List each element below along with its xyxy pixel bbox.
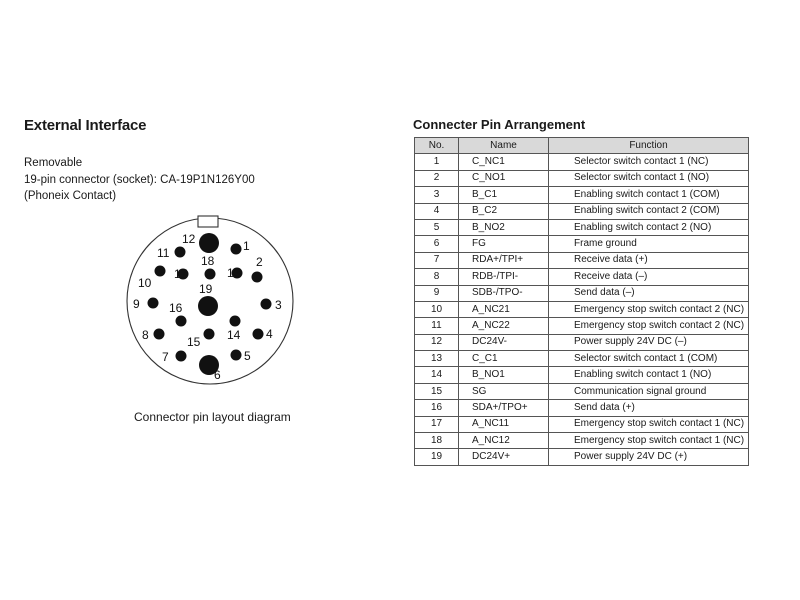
pin-10 bbox=[155, 266, 166, 277]
pin-function-cell: Enabling switch contact 1 (NO) bbox=[549, 367, 749, 383]
pin-name-cell: FG bbox=[459, 236, 549, 252]
pin-1 bbox=[231, 244, 242, 255]
pin-label-5: 5 bbox=[244, 349, 251, 363]
pin-12 bbox=[199, 233, 219, 253]
pin-function-cell: Send data (+) bbox=[549, 400, 749, 416]
header-name: Name bbox=[459, 138, 549, 154]
external-interface-title: External Interface bbox=[24, 117, 147, 134]
pin-number-cell: 11 bbox=[415, 318, 459, 334]
pin-number-cell: 18 bbox=[415, 433, 459, 449]
pin-number-cell: 6 bbox=[415, 236, 459, 252]
pin-label-11: 11 bbox=[157, 246, 170, 260]
pin-function-cell: Enabling switch contact 2 (NO) bbox=[549, 219, 749, 235]
pin-name-cell: B_C1 bbox=[459, 187, 549, 203]
pin-function-cell: Selector switch contact 1 (NO) bbox=[549, 170, 749, 186]
pin-label-15: 15 bbox=[187, 335, 201, 349]
pin-15 bbox=[204, 329, 215, 340]
header-function: Function bbox=[549, 138, 749, 154]
pin-number-cell: 5 bbox=[415, 219, 459, 235]
pin-number-cell: 13 bbox=[415, 351, 459, 367]
pin-label-14: 14 bbox=[227, 328, 241, 342]
pin-11 bbox=[175, 247, 186, 258]
pin-label-16: 16 bbox=[169, 301, 183, 315]
pin-number-cell: 4 bbox=[415, 203, 459, 219]
table-row bbox=[415, 301, 749, 317]
pin-18 bbox=[205, 269, 216, 280]
pin-function-cell: Enabling switch contact 2 (COM) bbox=[549, 203, 749, 219]
pin-number-cell: 17 bbox=[415, 416, 459, 432]
pin-number-cell: 16 bbox=[415, 400, 459, 416]
pin-arrangement-title: Connecter Pin Arrangement bbox=[413, 117, 586, 132]
pin-label-7: 7 bbox=[162, 350, 169, 364]
table-row bbox=[415, 269, 749, 285]
pin-name-cell: A_NC12 bbox=[459, 433, 549, 449]
pin-function-cell: Emergency stop switch contact 2 (NC) bbox=[549, 301, 749, 317]
pin-label-12: 12 bbox=[182, 232, 196, 246]
pin-function-cell: Emergency stop switch contact 1 (NC) bbox=[549, 433, 749, 449]
pin-number-cell: 10 bbox=[415, 301, 459, 317]
pin-name-cell: C_NC1 bbox=[459, 154, 549, 170]
pin-7 bbox=[176, 351, 187, 362]
table-row bbox=[415, 203, 749, 219]
pin-16 bbox=[176, 316, 187, 327]
table-row bbox=[415, 383, 749, 399]
table-row bbox=[415, 170, 749, 186]
pin-function-cell: Enabling switch contact 1 (COM) bbox=[549, 187, 749, 203]
pin-function-cell: Selector switch contact 1 (COM) bbox=[549, 351, 749, 367]
pin-number-cell: 14 bbox=[415, 367, 459, 383]
pin-name-cell: A_NC22 bbox=[459, 318, 549, 334]
pin-name-cell: A_NC11 bbox=[459, 416, 549, 432]
pin-14 bbox=[230, 316, 241, 327]
pin-number-cell: 2 bbox=[415, 170, 459, 186]
pin-number-cell: 8 bbox=[415, 269, 459, 285]
pin-label-18: 18 bbox=[201, 254, 215, 268]
pin-function-cell: Power supply 24V DC (–) bbox=[549, 334, 749, 350]
pin-function-cell: Send data (–) bbox=[549, 285, 749, 301]
table-row bbox=[415, 416, 749, 432]
pin-name-cell: RDA+/TPI+ bbox=[459, 252, 549, 268]
pin-3 bbox=[261, 299, 272, 310]
pin-2 bbox=[252, 272, 263, 283]
pin-name-cell: C_C1 bbox=[459, 351, 549, 367]
pin-function-cell: Selector switch contact 1 (NC) bbox=[549, 154, 749, 170]
pin-name-cell: A_NC21 bbox=[459, 301, 549, 317]
pin-8 bbox=[154, 329, 165, 340]
pin-name-cell: RDB-/TPI- bbox=[459, 269, 549, 285]
table-header-row bbox=[415, 138, 749, 154]
pin-label-13: 13 bbox=[227, 266, 241, 280]
pin-name-cell: SDA+/TPO+ bbox=[459, 400, 549, 416]
pin-number-cell: 15 bbox=[415, 383, 459, 399]
description-line: Removable bbox=[24, 157, 83, 169]
pin-number-cell: 9 bbox=[415, 285, 459, 301]
table-row bbox=[415, 318, 749, 334]
table-row bbox=[415, 400, 749, 416]
pin-number-cell: 1 bbox=[415, 154, 459, 170]
table-row bbox=[415, 154, 749, 170]
pin-label-6: 6 bbox=[214, 368, 221, 382]
table-row bbox=[415, 334, 749, 350]
pin-function-cell: Communication signal ground bbox=[549, 383, 749, 399]
table-row bbox=[415, 219, 749, 235]
pin-name-cell: C_NO1 bbox=[459, 170, 549, 186]
pin-number-cell: 19 bbox=[415, 449, 459, 465]
pin-function-cell: Emergency stop switch contact 2 (NC) bbox=[549, 318, 749, 334]
table-row bbox=[415, 433, 749, 449]
pin-label-1: 1 bbox=[243, 239, 250, 253]
pin-function-cell: Emergency stop switch contact 1 (NC) bbox=[549, 416, 749, 432]
pin-name-cell: B_NO2 bbox=[459, 219, 549, 235]
pin-label-10: 10 bbox=[138, 276, 152, 290]
table-row bbox=[415, 367, 749, 383]
table-row bbox=[415, 236, 749, 252]
description-line: 19-pin connector (socket): CA-19P1N126Y00 bbox=[24, 173, 255, 186]
pin-label-2: 2 bbox=[256, 255, 263, 269]
pin-label-8: 8 bbox=[142, 328, 149, 342]
pin-arrangement-table bbox=[414, 137, 749, 466]
diagram-caption: Connector pin layout diagram bbox=[134, 410, 291, 424]
pin-number-cell: 12 bbox=[415, 334, 459, 350]
description-line: (Phoneix Contact) bbox=[24, 190, 117, 202]
pin-name-cell: DC24V+ bbox=[459, 449, 549, 465]
pin-5 bbox=[231, 350, 242, 361]
pin-name-cell: SDB-/TPO- bbox=[459, 285, 549, 301]
pin-9 bbox=[148, 298, 159, 309]
table-row bbox=[415, 285, 749, 301]
pin-name-cell: SG bbox=[459, 383, 549, 399]
pin-label-19: 19 bbox=[199, 282, 213, 296]
pin-number-cell: 3 bbox=[415, 187, 459, 203]
pin-4 bbox=[253, 329, 264, 340]
pin-label-4: 4 bbox=[266, 327, 273, 341]
table-row bbox=[415, 351, 749, 367]
connector-description bbox=[24, 155, 255, 205]
pin-name-cell: B_C2 bbox=[459, 203, 549, 219]
pin-label-17: 17 bbox=[174, 267, 188, 281]
table-row bbox=[415, 449, 749, 465]
pin-number-cell: 7 bbox=[415, 252, 459, 268]
pin-name-cell: DC24V- bbox=[459, 334, 549, 350]
header-no: No. bbox=[415, 138, 459, 154]
connector-pin-diagram bbox=[126, 215, 296, 390]
pin-function-cell: Receive data (+) bbox=[549, 252, 749, 268]
pin-19 bbox=[198, 296, 218, 316]
table-row bbox=[415, 187, 749, 203]
pin-label-3: 3 bbox=[275, 298, 282, 312]
table-row bbox=[415, 252, 749, 268]
pin-function-cell: Receive data (–) bbox=[549, 269, 749, 285]
pin-name-cell: B_NO1 bbox=[459, 367, 549, 383]
pin-function-cell: Frame ground bbox=[549, 236, 749, 252]
pin-function-cell: Power supply 24V DC (+) bbox=[549, 449, 749, 465]
connector-key-notch bbox=[198, 216, 218, 227]
pin-label-9: 9 bbox=[133, 297, 140, 311]
table-body bbox=[415, 154, 749, 465]
